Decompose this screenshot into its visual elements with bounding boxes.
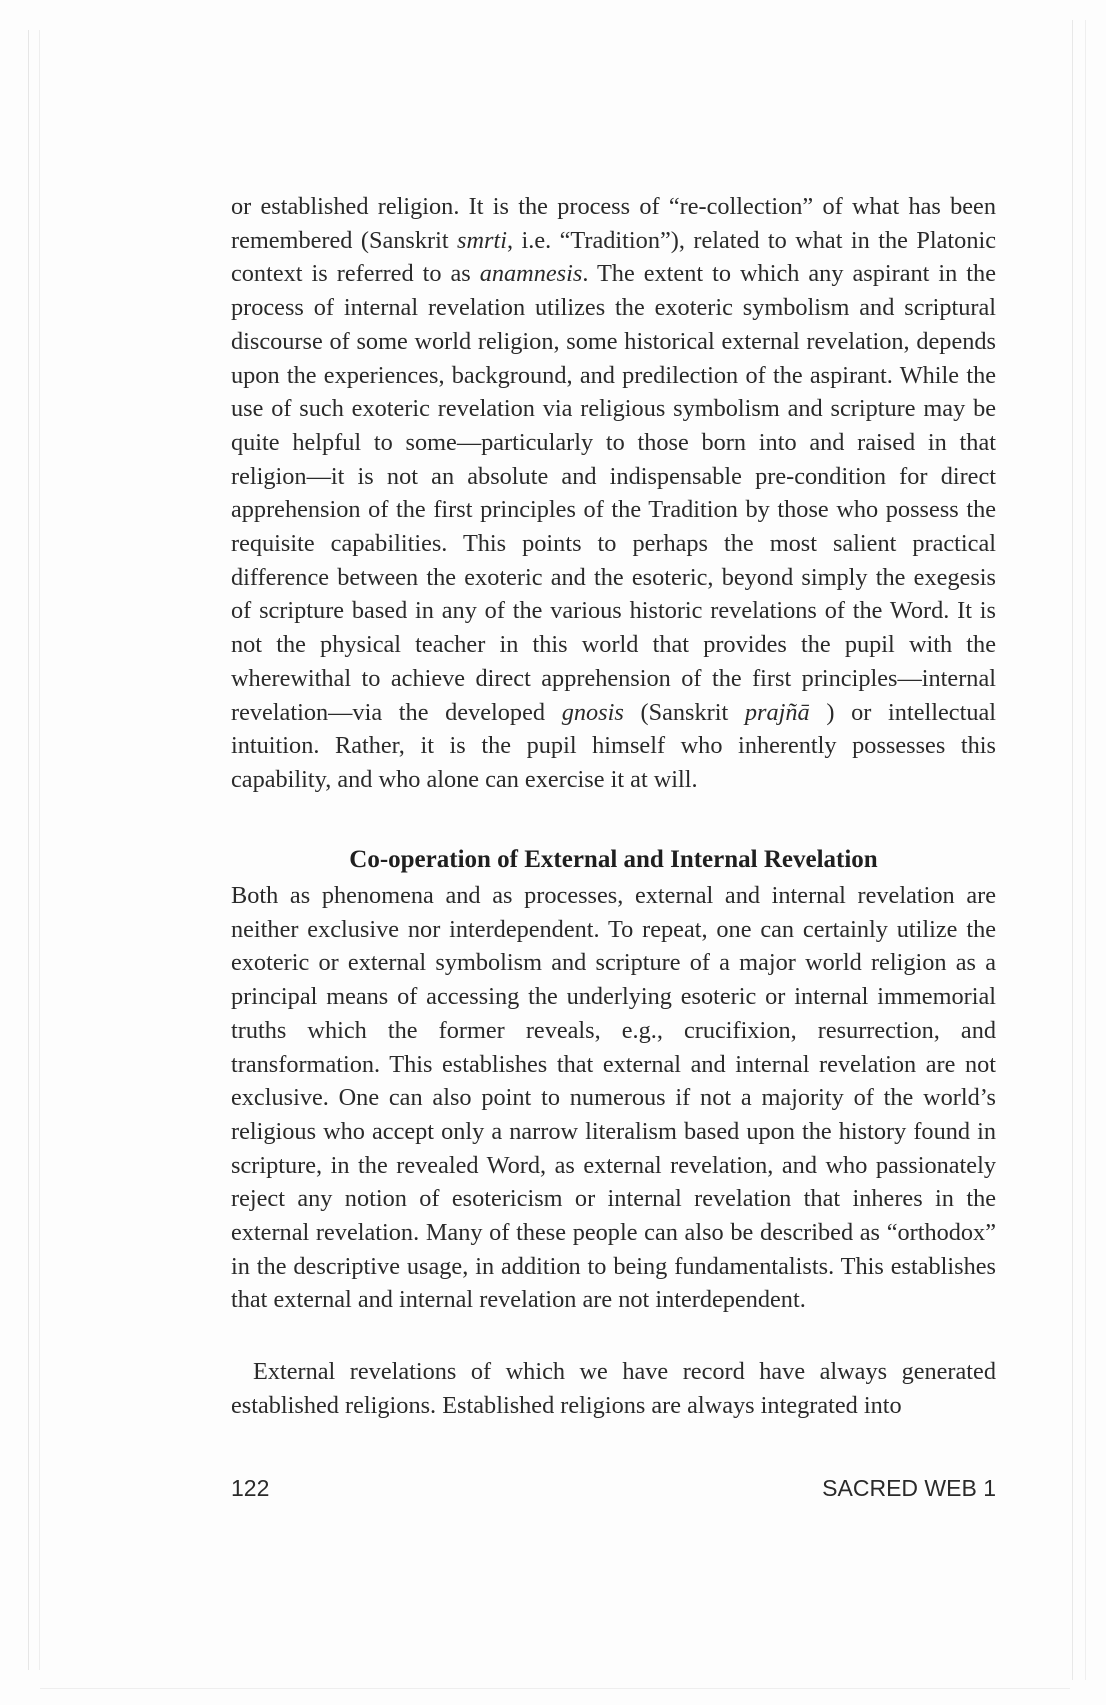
scan-edge-right bbox=[1072, 20, 1086, 1680]
paragraph-text: Both as phenomena and as processes, external and internal revelation are neither exclusive nor interdependent. To repeat, one can certainly utilize the exoteric or external symbolism and scripture of a major world religion as a principal means of accessing the underlying esoteric or internal immemorial truths which the former reveals, e.g., crucifixion, resurrection, and transformation. This establishes that external and internal revelation are not exclusive. One can also point to numerous if not a majority of the world’s religious who accept only a narrow literalism based upon the history found in scripture, in the revealed Word, as external revelation, and who passionately reject any notion of esotericism or internal revelation that inheres in the external revelation. Many of these people can also be described as “orthodox” in the descriptive usage, in addition to being fundamentalists. This establishes that external and internal revelation are not interdependent. bbox=[231, 882, 996, 1314]
page-footer bbox=[231, 1475, 996, 1505]
body-paragraph-1 bbox=[231, 190, 996, 797]
body-paragraph-2 bbox=[231, 879, 996, 1317]
italic-term-prajna: prajñā bbox=[744, 698, 810, 726]
scan-edge-bottom bbox=[40, 1688, 1070, 1689]
running-footer-title: SACRED WEB 1 bbox=[822, 1475, 996, 1501]
italic-term-smrti: smrti bbox=[457, 226, 507, 254]
paragraph-text: External revelations of which we have record have always generated established religions. Established religions are always integrated into bbox=[231, 1358, 996, 1419]
scan-edge-left bbox=[28, 30, 40, 1670]
italic-term-gnosis: gnosis bbox=[561, 698, 624, 726]
page-number: 122 bbox=[231, 1475, 270, 1501]
section-heading: Co-operation of External and Internal Revelation bbox=[349, 846, 878, 873]
body-paragraph-3 bbox=[231, 1355, 996, 1422]
paragraph-text: or established religion. It is the process of “re-collection” of what has been remembered (Sanskrit smrti, i.e. “Tradition”), related to what in the Platonic context is referred to as anamnesis. The extent to which any aspirant in the process of internal revelation utilizes the exoteric symbolism and scriptural discourse of some world religion, some historical external revelation, depends upon the experiences, background, and predilection of the aspirant. While the use of such exoteric revelation via religious symbolism and scripture may be quite helpful to some—particularly to those born into and raised in that religion—it is not an absolute and indispensable pre-condition for direct apprehension of the first principles of the Tradition by those who possess the requisite capabilities. This points to perhaps the most salient practical difference between the exoteric and the esoteric, beyond simply the exegesis of scripture based in any of the various historic revelations of the Word. It is not the physical teacher in this world that provides the pupil with the wherewithal to achieve direct apprehension of the first principles—internal revelation—via the developed gnosis (Sanskrit prajñā ) or intellectual intuition. Rather, it is the pupil himself who inherently possesses this capability, and who alone can exercise it at will. bbox=[231, 193, 997, 793]
italic-term-anamnesis: anamnesis bbox=[479, 260, 583, 288]
